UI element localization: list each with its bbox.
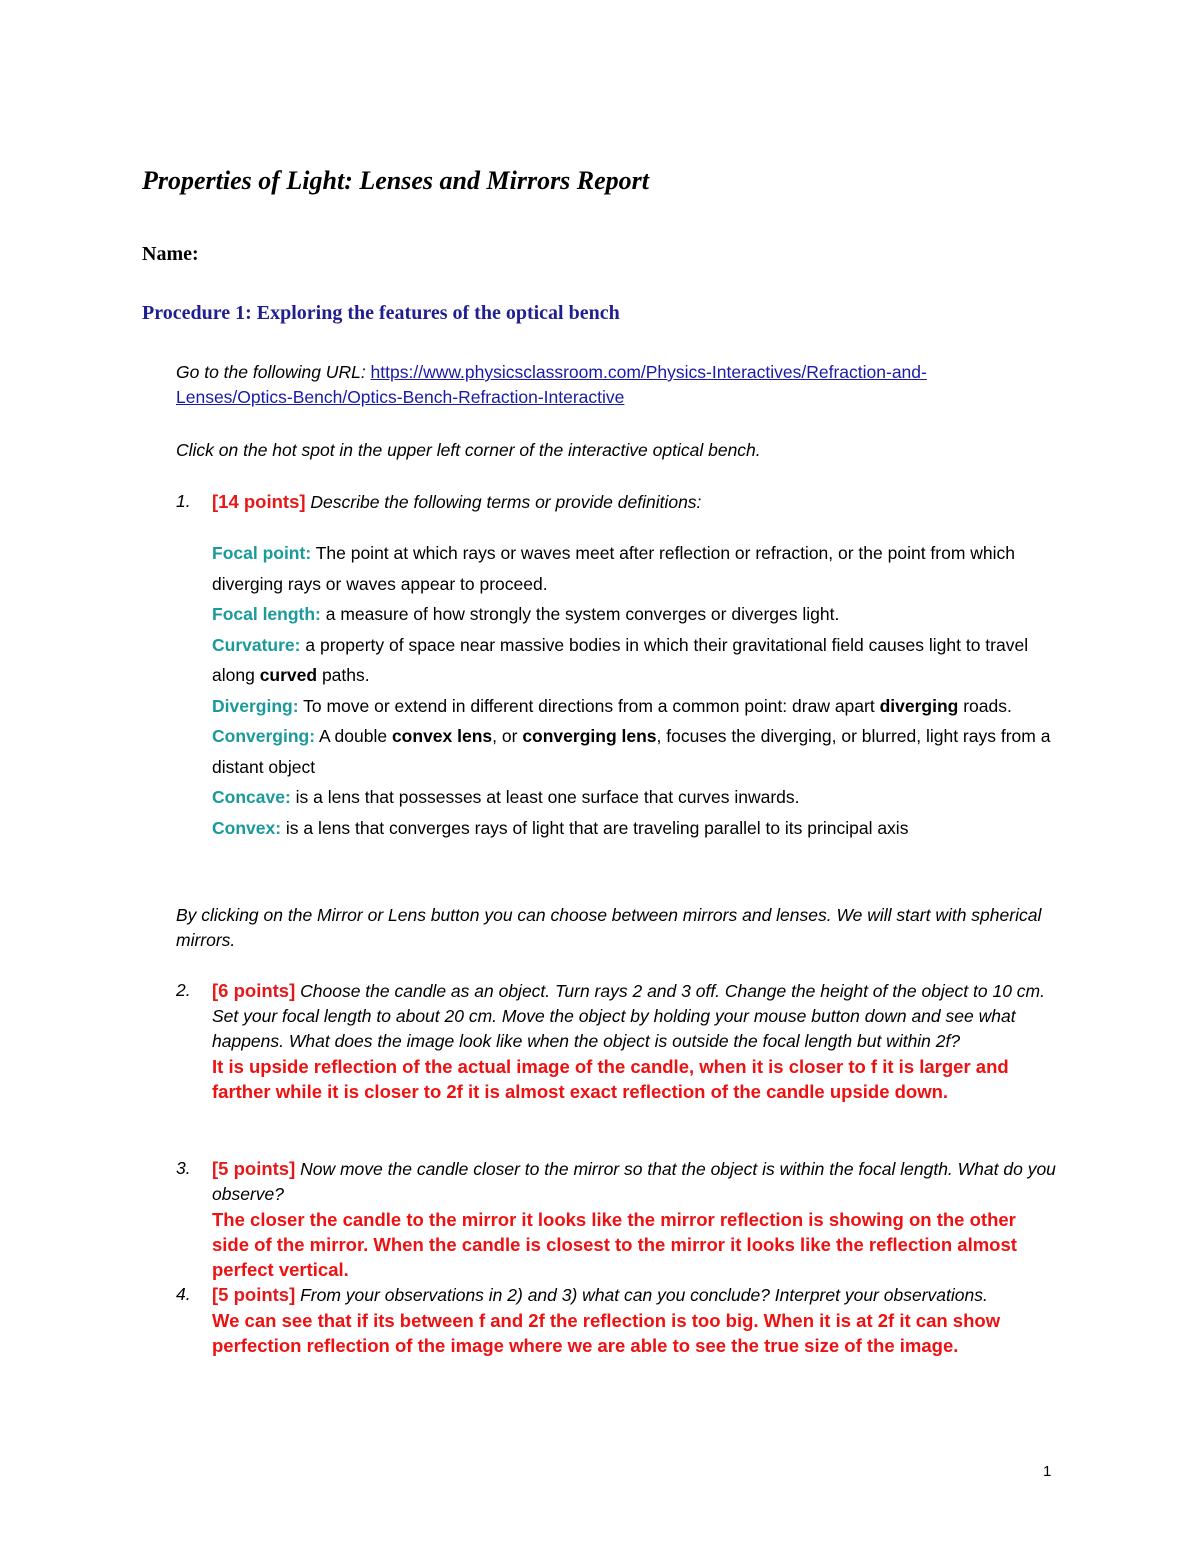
term-converging	[212, 721, 1062, 782]
points-label: [5 points]	[212, 1284, 296, 1305]
term-definition-emphasis: converging lens	[522, 726, 657, 746]
question-prompt: Describe the following terms or provide definitions:	[305, 492, 702, 512]
question-number: 2.	[176, 980, 191, 1000]
term-focal-point	[212, 538, 1062, 599]
page-number: 1	[1043, 1463, 1052, 1480]
term-name: Focal point:	[212, 543, 312, 563]
term-name: Convex:	[212, 817, 282, 838]
term-convex	[212, 813, 1062, 844]
click-instruction: Click on the hot spot in the upper left corner of the interactive optical bench.	[176, 440, 761, 460]
term-definition: , focuses the diverging, or blurred, light rays from a distant object	[212, 726, 1051, 777]
question-number: 1.	[176, 491, 191, 511]
question-4	[176, 1282, 1056, 1358]
answer-text: We can see that if its between f and 2f the reflection is too big. When it is at 2f it can show perfection reflection of the image where we are able to see the true size of the image.	[212, 1310, 1001, 1356]
terms-list	[212, 538, 1062, 843]
term-definition-emphasis: diverging	[879, 695, 959, 716]
term-definition: A double	[315, 726, 392, 746]
question-number: 3.	[176, 1158, 191, 1178]
question-number: 4.	[176, 1284, 191, 1304]
term-definition: roads.	[958, 695, 1012, 716]
answer-text: The closer the candle to the mirror it looks like the mirror reflection is showing on the other side of the mirror. When the candle is closest to the mirror it looks like the reflection almost perfect vertical.	[212, 1209, 1017, 1280]
mirror-lens-instruction: By clicking on the Mirror or Lens button you can choose between mirrors and lenses. We will start with spherical mirrors.	[176, 905, 1042, 950]
name-label: Name:	[142, 243, 199, 265]
url-intro: Go to the following URL:	[176, 362, 371, 382]
term-definition-emphasis: convex lens	[391, 726, 493, 746]
url-link-line1[interactable]: https://www.physicsclassroom.com/Physics-Interactives/Refraction-and-	[370, 362, 927, 382]
term-diverging	[212, 691, 1062, 722]
points-label: [14 points]	[212, 491, 306, 512]
url-paragraph	[176, 360, 1056, 410]
term-focal-length	[212, 599, 1062, 630]
points-label: [6 points]	[212, 980, 296, 1001]
term-definition: paths.	[317, 665, 370, 685]
question-prompt: Choose the candle as an object. Turn rays 2 and 3 off. Change the height of the object to 10 cm. Set your focal length to about 20 cm. Move the object by holding your mouse button down and see what happens. What does the image look like when the object is outside the focal length but within 2f?	[212, 981, 1045, 1051]
term-definition: a measure of how strongly the system converges or diverges light.	[320, 604, 840, 624]
question-1	[176, 489, 1056, 515]
term-name: Focal length:	[212, 604, 321, 624]
term-definition: , or	[492, 726, 523, 746]
url-link-line2[interactable]: Lenses/Optics-Bench/Optics-Bench-Refraction-Interactive	[176, 387, 625, 407]
question-2	[176, 978, 1056, 1104]
term-definition-emphasis: curved	[259, 665, 318, 685]
term-name: Curvature:	[212, 634, 301, 655]
term-definition: The point at which rays or waves meet after reflection or refraction, or the point from which diverging rays or waves appear to proceed.	[212, 543, 1016, 594]
question-prompt: From your observations in 2) and 3) what can you conclude? Interpret your observations.	[295, 1285, 988, 1305]
term-definition: is a lens that possesses at least one surface that curves inwards.	[290, 787, 800, 807]
term-curvature	[212, 630, 1062, 691]
term-name: Concave:	[212, 787, 291, 807]
question-3	[176, 1156, 1056, 1282]
points-label: [5 points]	[212, 1158, 296, 1179]
term-definition: is a lens that converges rays of light that are traveling parallel to its principal axis	[281, 817, 909, 838]
question-prompt: Now move the candle closer to the mirror so that the object is within the focal length. What do you observe?	[212, 1159, 1056, 1204]
procedure-heading: Procedure 1: Exploring the features of the optical bench	[142, 302, 620, 324]
term-concave	[212, 782, 1062, 813]
term-definition: a property of space near massive bodies in which their gravitational field causes light to travel along	[212, 634, 1029, 685]
document-title: Properties of Light: Lenses and Mirrors Report	[142, 166, 650, 195]
term-definition: To move or extend in different directions from a common point: draw apart	[298, 695, 880, 716]
answer-text: It is upside reflection of the actual image of the candle, when it is closer to f it is larger and farther while it is closer to 2f it is almost exact reflection of the candle upside down.	[212, 1056, 1009, 1102]
term-name: Diverging:	[212, 695, 299, 716]
term-name: Converging:	[212, 726, 316, 746]
